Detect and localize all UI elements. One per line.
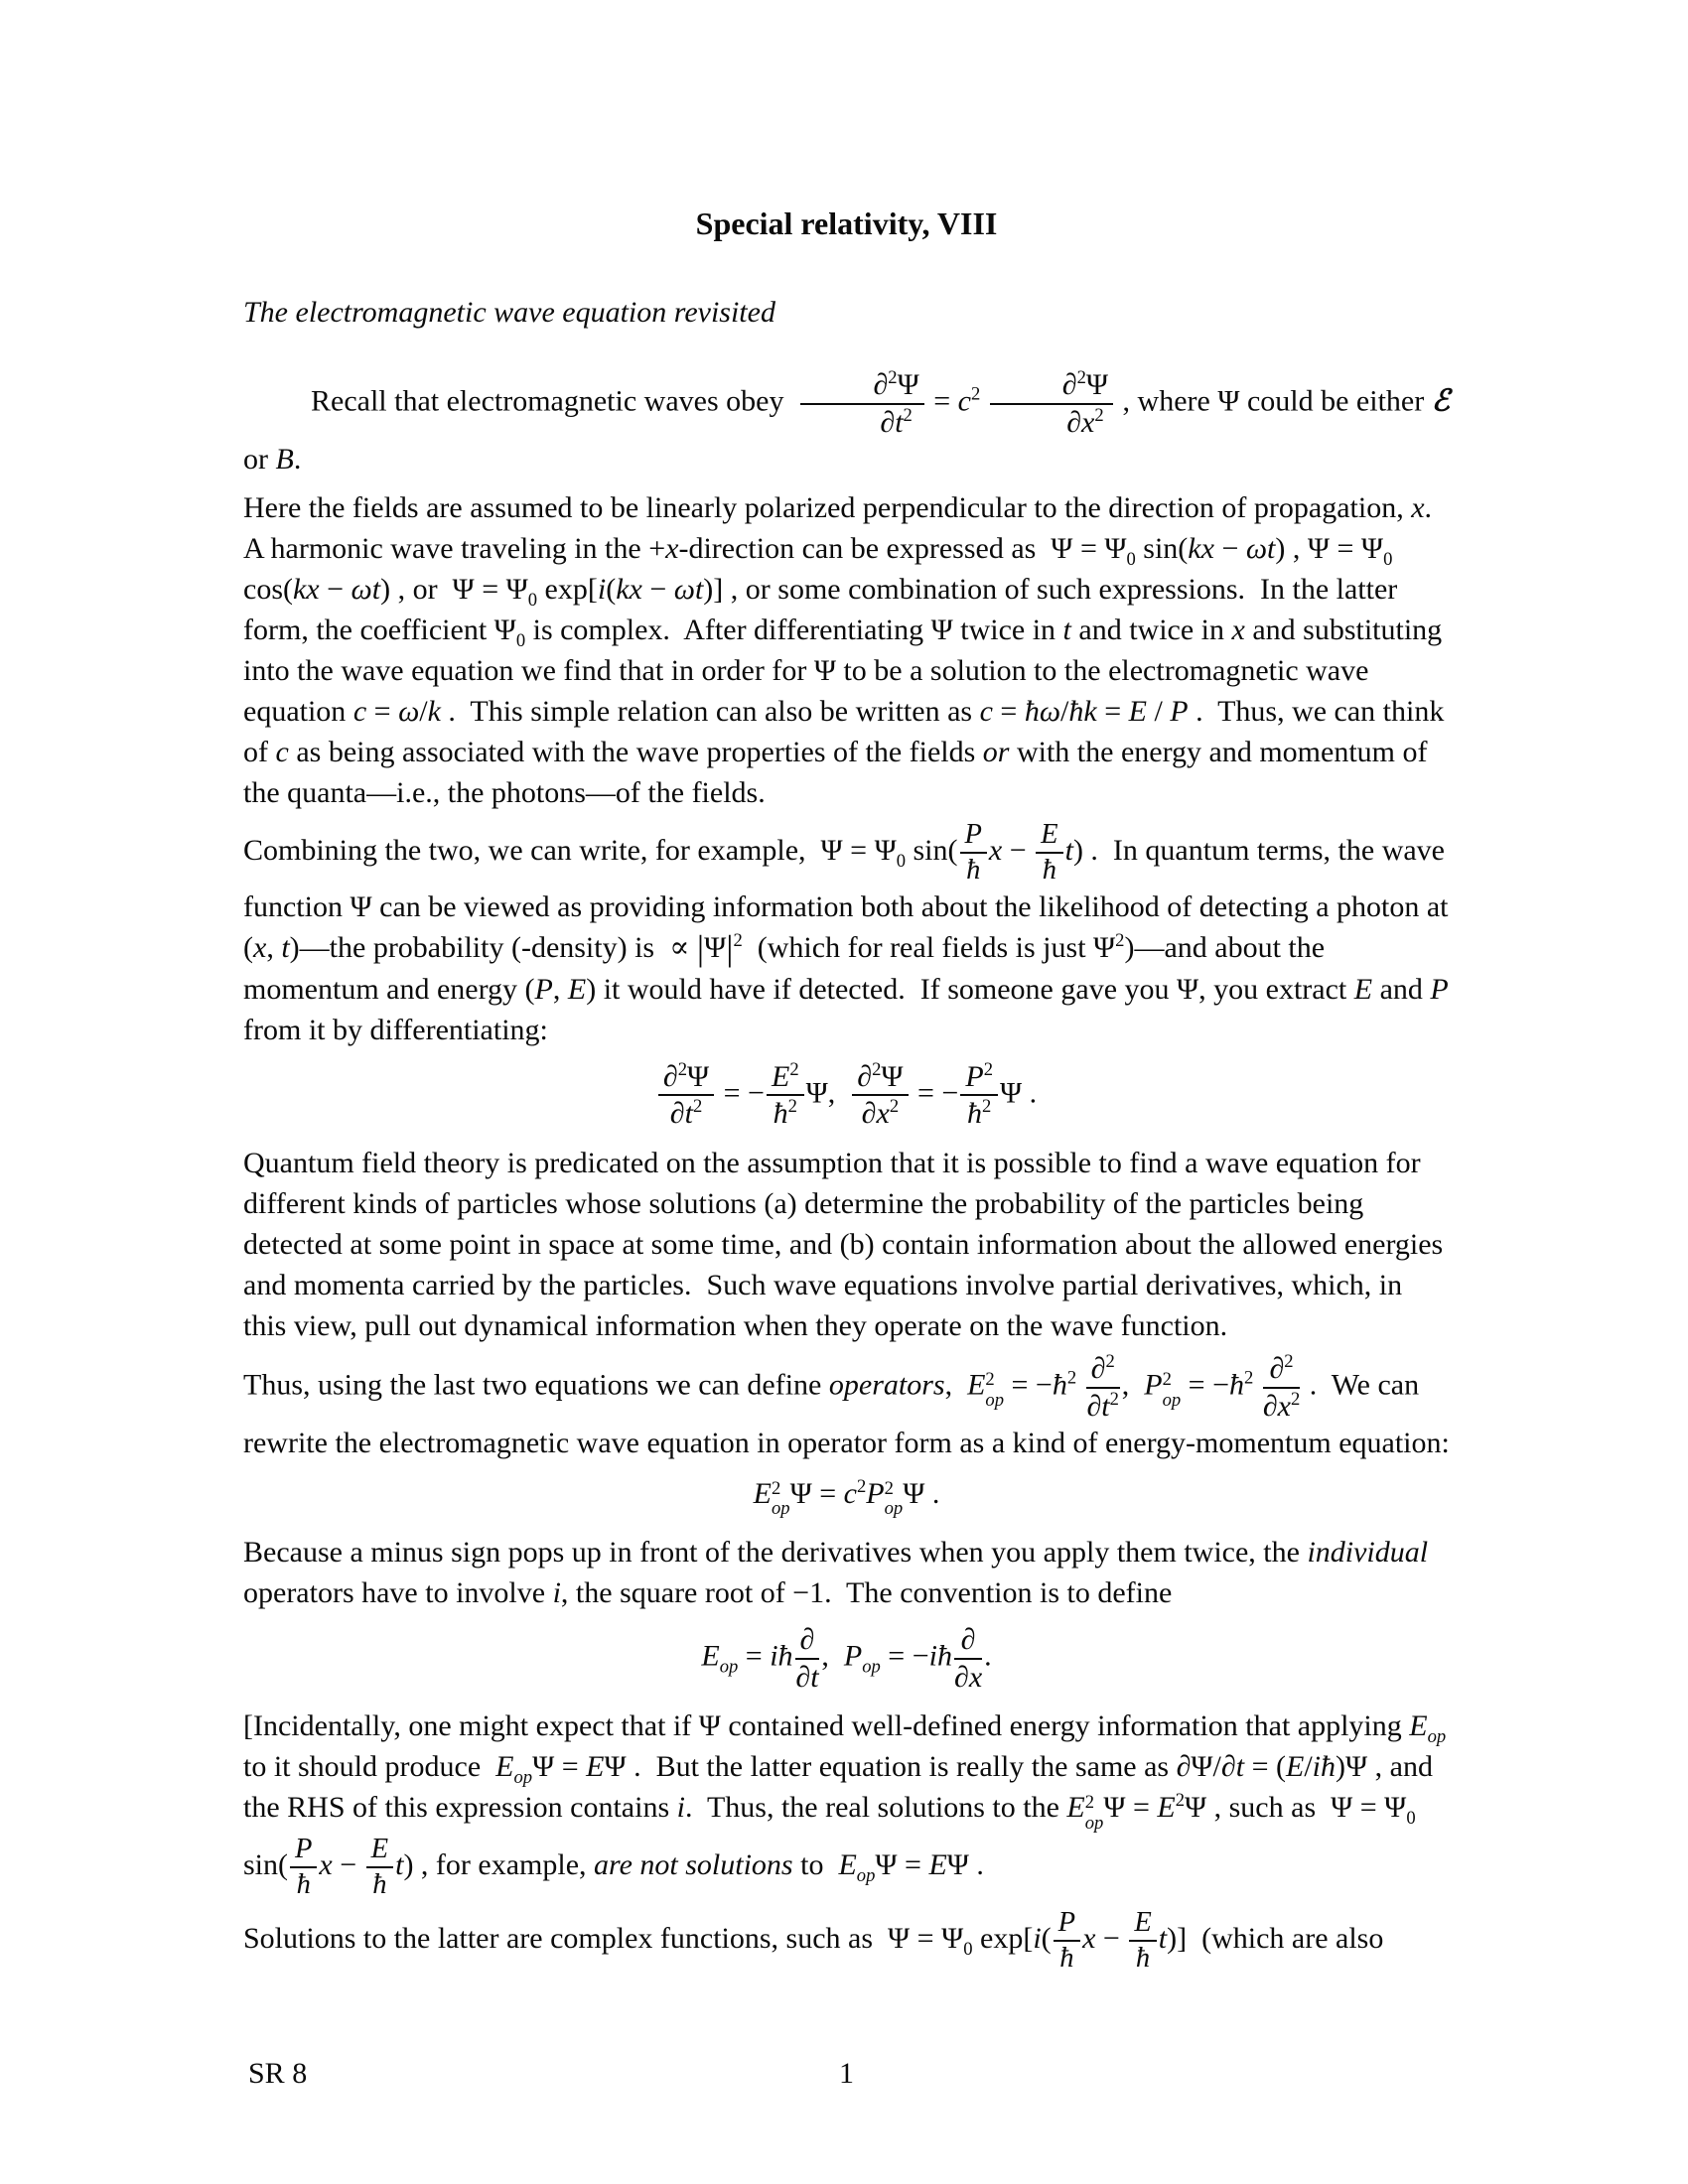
- paragraph-solutions-complex: Solutions to the latter are complex functions, such as $\Psi = \Psi_0$ exp[i( $\frac{P}{ħ}$ x − $\frac{E}{ħ}$ t)] (which are also: [243, 1907, 1384, 1975]
- paragraph-quantum-field-theory: Quantum field theory is predicated on the assumption that it is possible to find a wave equation for different kinds of particles whose solutions (a) determine the probability of the particles being detected at some point in space at some time, and (b) contain information about the allowed energies and momenta carried by the particles. Such wave equations involve partial derivatives, which, in this view, pull out dynamical information when they operate on the wave function.: [243, 1147, 1444, 1343]
- display-equation-operator-form: E 2 op $\Psi = c^2P$ 2 op Ψ .: [753, 1476, 940, 1520]
- footer-page-number: 1: [839, 2057, 854, 2090]
- paragraph-incidentally: [Incidentally, one might expect that if Ψ contained well-defined energy information that applying $E_{op}$ to it should produce $E_{op}\Psi = E\Psi$ . But the latter equation is really the same as ∂Ψ/∂t = (E/iħ)Ψ , and the RHS of this expression contains i. Thus, the real solutions to the E 2 op $\Psi = E^2\Psi$ , such as $\Psi = \Psi_0$ sin( $\frac{P}{ħ}$ x − $\frac{E}{ħ}$ t) , for example, are not solutions to $E_{op}\Psi = E\Psi$ .: [243, 1709, 1447, 1901]
- paragraph-minus-sign: Because a minus sign pops up in front of the derivatives when you apply them twice, the individual operators have to involve i, the square root of −1. The convention is to define: [243, 1536, 1429, 1610]
- page-footer: [243, 2053, 1450, 2094]
- paragraph-define-operators: Thus, using the last two equations we can define operators, E 2 op = $-ħ^2$ $\frac{\partial^2}{\partial t^2}$ , P 2 op = $-ħ^2$ $\frac{\partial^2}{\partial x^2}$ . We can rewrite the electromagnetic wave equation in operator form as a kind of energy-momentum equation:: [243, 1351, 1450, 1460]
- display-equation-operator-definitions: $E_{op}$ = iħ ∂ ∂t , $P_{op}$ = −iħ ∂ ∂x .: [701, 1623, 992, 1694]
- display-equation-second-derivatives: $\frac{\partial^2\Psi}{\partial t^2}$ = − $\frac{E^2}{ħ^2}$ Ψ, $\frac{\partial^2\Psi}{\partial x^2}$ = − $\frac{P^2}{ħ^2}$ Ψ .: [243, 1060, 1450, 1131]
- paragraph-recall-wave-equation: Recall that electromagnetic waves obey $\frac{\partial^2\Psi}{\partial t^2}$ = $c^2$ $\frac{\partial^2\Psi}{\partial x^2}$ , where Ψ could be either ℰ or B.: [243, 367, 1450, 477]
- paragraph-fields-polarized: Here the fields are assumed to be linearly polarized perpendicular to the direction of propagation, x. A harmonic wave traveling in the +x-direction can be expressed as $\Psi = \Psi_0$ sin(kx − ωt) , $\Psi = \Psi_0$ cos(kx − ωt) , or $\Psi = \Psi_0$ exp[i(kx − ωt)] , or some combination of such expressions. In the latter form, the coefficient $\Psi_0$ is complex. After differentiating Ψ twice in t and twice in x and substituting into the wave equation we find that in order for Ψ to be a solution to the electromagnetic wave equation c = ω/k . This simple relation can also be written as c = ħω/ħk = E / P . Thus, we can think of c as being associated with the wave properties of the fields or with the energy and momentum of the quanta—i.e., the photons—of the fields.: [243, 491, 1445, 810]
- paragraph-combining-the-two: Combining the two, we can write, for example, $\Psi = \Psi_0$ sin( $\frac{P}{ħ}$ x − $\frac{E}{ħ}$ t) . In quantum terms, the wave function Ψ can be viewed as providing information both about the likelihood of detecting a photon at (x, t)—the probability (-density) is ∝ $|\Psi|^2$ (which for real fields is just $\Psi^2)—and$ about the momentum and energy (P, E) it would have if detected. If someone gave you Ψ, you extract E and P from it by differentiating:: [243, 819, 1449, 1046]
- page-title: Special relativity, VIII: [695, 205, 998, 241]
- page-content: [243, 204, 1450, 1980]
- footer-doc-label: SR 8: [248, 2057, 308, 2090]
- section-heading: The electromagnetic wave equation revisited: [243, 296, 775, 329]
